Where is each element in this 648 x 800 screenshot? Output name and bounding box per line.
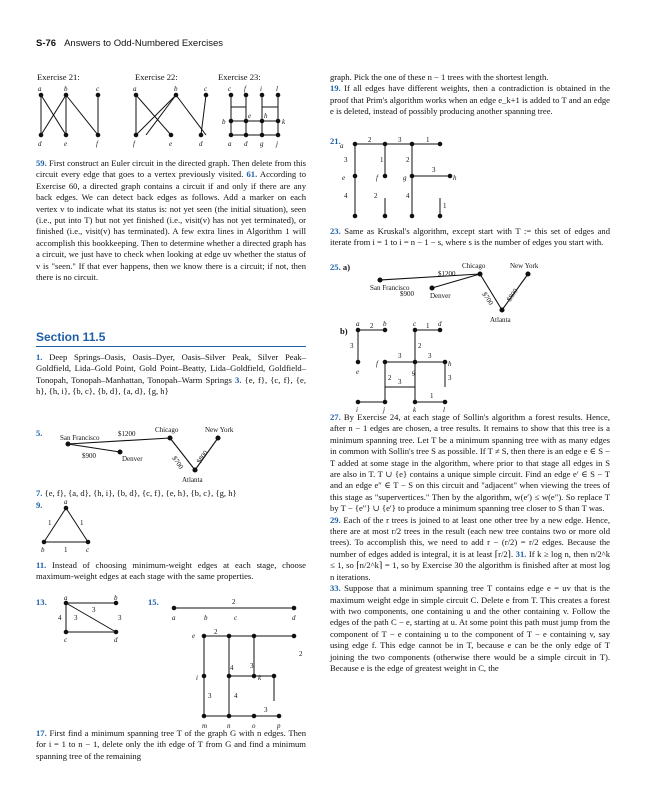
svg-text:i: i	[356, 406, 358, 414]
svg-text:k: k	[258, 674, 262, 682]
answer-15-tree	[164, 596, 309, 728]
svg-text:Atlanta: Atlanta	[182, 476, 203, 484]
svg-text:1: 1	[380, 156, 384, 164]
left-column-answers	[36, 352, 306, 398]
svg-text:San Francisco: San Francisco	[60, 434, 100, 442]
svg-text:c: c	[86, 546, 90, 554]
answer-59-61: 59. First construct an Euler circuit in the directed graph. Then delete from this circuit every edge that goes to a vertex previously visited. 61. According to Exercise 60, a directed graph contains a circuit if and only if there are any back edges. We can detect back edges as follows. Add a marker on each vertex v to indicate what its status is: not yet seen (the initial situation), seen (i.e., put into T) but not yet finished (i.e., visit(v) has not yet terminated), or finished (i.e., visit(v) has terminated). A few extra lines in Algorithm 1 will accomplish this bookkeeping. Then to determine whether a directed graph has a circuit, we just have to check when looking at edge uv whether the status of v is "seen." If that ever happens, then we know there is a circuit; if not, then there is no circuit.	[36, 158, 306, 283]
svg-text:a: a	[38, 85, 42, 93]
svg-text:g: g	[260, 140, 264, 148]
svg-text:Atlanta: Atlanta	[490, 316, 511, 324]
svg-text:a: a	[133, 85, 137, 93]
svg-text:3: 3	[344, 156, 348, 164]
answer-13-label: 13.	[36, 597, 47, 607]
svg-text:2: 2	[406, 156, 410, 164]
svg-text:1: 1	[426, 322, 430, 330]
svg-text:New York: New York	[510, 262, 539, 270]
svg-text:a: a	[64, 498, 68, 506]
svg-text:m: m	[202, 722, 208, 730]
running-title: Answers to Odd-Numbered Exercises	[64, 38, 223, 49]
svg-text:$700: $700	[170, 454, 185, 471]
svg-text:e: e	[169, 140, 173, 148]
svg-text:$800: $800	[505, 287, 520, 304]
svg-text:j: j	[276, 140, 278, 148]
svg-text:4: 4	[58, 614, 62, 622]
answer-15-label: 15.	[148, 597, 159, 607]
answer-5-label: 5.	[36, 428, 43, 438]
svg-text:$1200: $1200	[438, 270, 456, 278]
svg-text:d: d	[292, 614, 296, 622]
svg-text:d: d	[114, 636, 118, 644]
svg-text:d: d	[199, 140, 203, 148]
svg-text:i: i	[260, 85, 262, 93]
svg-text:h: h	[264, 112, 268, 120]
svg-text:f: f	[376, 174, 378, 182]
svg-text:a: a	[356, 320, 360, 328]
svg-text:f: f	[244, 85, 246, 93]
svg-text:3: 3	[250, 662, 254, 670]
svg-text:1: 1	[430, 392, 434, 400]
svg-text:2: 2	[232, 598, 236, 606]
right-column-answers	[330, 412, 610, 674]
svg-text:g: g	[403, 174, 407, 182]
answer-21-tree	[340, 136, 480, 226]
answer-11: 11. Instead of choosing minimum-weight edges at each stage, choose maximum-weight edges at each stage with the same properties.	[36, 560, 306, 582]
svg-text:b: b	[114, 594, 118, 602]
svg-text:2: 2	[299, 650, 303, 658]
svg-text:2: 2	[374, 192, 378, 200]
svg-text:Denver: Denver	[122, 455, 143, 463]
answer-9-tree	[36, 500, 116, 560]
svg-text:f: f	[96, 140, 98, 148]
section-rule	[36, 346, 306, 347]
exercise-22-label: Exercise 22:	[135, 72, 178, 82]
svg-text:i: i	[196, 674, 198, 682]
svg-text:3: 3	[432, 166, 436, 174]
svg-text:b: b	[204, 614, 208, 622]
answer-9-label: 9.	[36, 500, 43, 510]
svg-text:c: c	[234, 614, 238, 622]
svg-text:l: l	[276, 85, 278, 93]
svg-text:h: h	[448, 360, 452, 368]
svg-text:3: 3	[428, 352, 432, 360]
answer-19: 19. If all edges have different weights, then a contradiction is obtained in the proof that Prim's algorithm works when an edge e_k+1 is added to T and an edge e is deleted, instead of possibly producing another spanning tree.	[330, 83, 610, 117]
answer-13-tree	[56, 594, 136, 644]
svg-text:San Francisco: San Francisco	[370, 284, 410, 292]
svg-text:a: a	[340, 142, 344, 150]
svg-text:f: f	[376, 360, 378, 368]
svg-text:3: 3	[118, 614, 122, 622]
svg-text:Chicago: Chicago	[155, 426, 179, 434]
svg-text:2: 2	[368, 136, 372, 144]
svg-text:4: 4	[230, 664, 234, 672]
svg-text:3: 3	[398, 136, 402, 144]
answer-17-cont: graph. Pick the one of these n − 1 trees with the shortest length.	[330, 72, 549, 82]
answer-25b-label: b)	[340, 326, 348, 336]
svg-text:a: a	[172, 614, 176, 622]
svg-text:e: e	[248, 112, 252, 120]
svg-text:b: b	[222, 118, 226, 126]
svg-text:3: 3	[74, 614, 78, 622]
svg-text:b: b	[64, 85, 68, 93]
svg-text:Denver: Denver	[430, 292, 451, 300]
svg-text:o: o	[252, 722, 256, 730]
svg-text:Chicago: Chicago	[462, 262, 486, 270]
svg-text:n: n	[227, 722, 231, 730]
answer-27: 27. By Exercise 24, at each stage of Sollin's algorithm a forest results. Hence, after n − 1 edges are chosen, a tree results. It remains to show that this tree is a minimum spanning tree. Let T be a minimum spanning tree with as many edges in common with Sollin's tree S as possible. If T ≠ S, then there is an edge e ∈ S − T added at some stage in the algorithm, where prior to that stage all edges in S are also in T. T ∪ {e} contains a unique simple circuit. Find an edge e′ ∈ S − T and an edge e″ ∈ T − S on this circuit and "adjacent" when viewing the trees of this stage as "supervertices." Then by the algorithm, w(e′) ≤ w(e″). So replace T by T − {e″} ∪ {e′} to produce a minimum spanning tree closer to S than T was.	[330, 412, 610, 514]
svg-text:e: e	[64, 140, 68, 148]
svg-text:2: 2	[418, 342, 422, 350]
svg-text:a: a	[228, 140, 232, 148]
answer-1-3: 1. Deep Springs–Oasis, Oasis–Dyer, Oasis–Silver Peak, Silver Peak–Goldfield, Lida–Gold Point, Gold Point–Beatty, Lida–Goldfield, Goldfield–Tonopah, Tonopah–Manhattan, Tonopah–Warm Springs 3. {e, f}, {c, f}, {e, h}, {h, i}, {b, c}, {b, d}, {a, d}, {g, h}	[36, 352, 306, 397]
answer-29-31: 29. Each of the r trees is joined to at least one other tree by a new edge. Hence, there are at most r/2 trees in the result (each new tree contains two or more old trees). To accomplish this, we need to add r − (r/2) = r/2 edges. Because the number of edges added is integral, it is at least ⌈r/2⌉. 31. If k ≥ log n, then n/2^k ≤ 1, so ⌈n/2^k⌉ = 1, so by Exercise 30 the algorithm is finished after at most log n iterations.	[330, 514, 611, 582]
svg-text:c: c	[413, 320, 417, 328]
left-column-top	[36, 158, 306, 283]
exercises-21-23-figure	[36, 85, 306, 160]
page-number: S-76	[36, 38, 57, 49]
svg-text:e: e	[192, 632, 196, 640]
answer-21-label: 21.	[330, 136, 341, 146]
svg-text:2: 2	[214, 628, 218, 636]
svg-text:f: f	[133, 140, 135, 148]
svg-text:c: c	[228, 85, 232, 93]
svg-text:k: k	[413, 406, 417, 414]
svg-text:3: 3	[398, 352, 402, 360]
svg-text:3: 3	[92, 606, 96, 614]
svg-text:New York: New York	[205, 426, 234, 434]
svg-text:e: e	[342, 174, 346, 182]
svg-text:2: 2	[370, 322, 374, 330]
svg-text:$900: $900	[400, 290, 414, 298]
svg-text:b: b	[41, 546, 45, 554]
svg-text:b: b	[383, 320, 387, 328]
svg-text:a: a	[64, 594, 68, 602]
svg-text:1: 1	[80, 519, 84, 527]
answer-17: 17. First find a minimum spanning tree T of the graph G with n edges. Then for i = 1 to n − 1, delete only the ith edge of T from G and find a minimum spanning tree of the remaining	[36, 728, 306, 761]
svg-text:j: j	[383, 406, 385, 414]
svg-text:3: 3	[398, 378, 402, 386]
svg-text:4: 4	[234, 692, 238, 700]
answer-25a-label: 25. a)	[330, 262, 351, 272]
svg-text:e: e	[356, 368, 360, 376]
svg-text:p: p	[277, 722, 281, 730]
exercise-23-label: Exercise 23:	[218, 72, 261, 82]
svg-text:d: d	[38, 140, 42, 148]
svg-text:2: 2	[388, 374, 392, 382]
section-title: Section 11.5	[36, 330, 106, 344]
svg-text:c: c	[96, 85, 100, 93]
svg-text:g: g	[412, 368, 416, 376]
svg-text:1: 1	[64, 546, 68, 554]
svg-text:$800: $800	[195, 449, 210, 466]
svg-text:3: 3	[208, 692, 212, 700]
svg-text:$900: $900	[82, 452, 96, 460]
answer-25a-map	[370, 264, 570, 324]
svg-text:3: 3	[350, 342, 354, 350]
svg-text:c: c	[64, 636, 68, 644]
svg-text:1: 1	[48, 519, 52, 527]
right-column-top	[330, 72, 610, 118]
svg-text:4: 4	[344, 192, 348, 200]
svg-text:k: k	[282, 118, 286, 126]
svg-text:3: 3	[448, 374, 452, 382]
answer-7: 7. {e, f}, {a, d}, {h, i}, {b, d}, {c, f}, {e, h}, {b, c}, {g, h}	[36, 488, 237, 498]
answer-33: 33. Suppose that a minimum spanning tree T contains edge e = uv that is the maximum weight edge in simple circuit C. Delete e from T. This creates a forest with two components, one containing u and the other containing v. Follow the edges of the path C − e, starting at u. At some point this path must jump from the component of T − e containing u to the component of T − e containing v, say using edge f. This edge cannot be in T, because e can be the only edge of T joining the two components (otherwise there would be a simple circuit in T). Because e is the edge of greatest weight in C, the	[330, 583, 610, 673]
svg-text:1: 1	[443, 202, 447, 210]
answer-23: 23. Same as Kruskal's algorithm, except start with T := this set of edges and iterate from i = 1 to i = n − 1 − s, where s is the number of edges you start with.	[330, 226, 610, 248]
svg-text:$1200: $1200	[118, 430, 136, 438]
svg-text:d: d	[244, 140, 248, 148]
svg-text:h: h	[453, 174, 457, 182]
svg-text:4: 4	[406, 192, 410, 200]
exercise-21-label: Exercise 21:	[37, 72, 80, 82]
svg-text:c: c	[204, 85, 208, 93]
svg-text:d: d	[438, 320, 442, 328]
svg-text:l: l	[443, 406, 445, 414]
svg-text:b: b	[174, 85, 178, 93]
svg-text:$700: $700	[480, 290, 495, 307]
svg-text:3: 3	[264, 706, 268, 714]
answer-25b-tree	[350, 322, 490, 412]
answer-5-map	[60, 428, 260, 488]
svg-text:1: 1	[426, 136, 430, 144]
page-header	[36, 38, 223, 49]
